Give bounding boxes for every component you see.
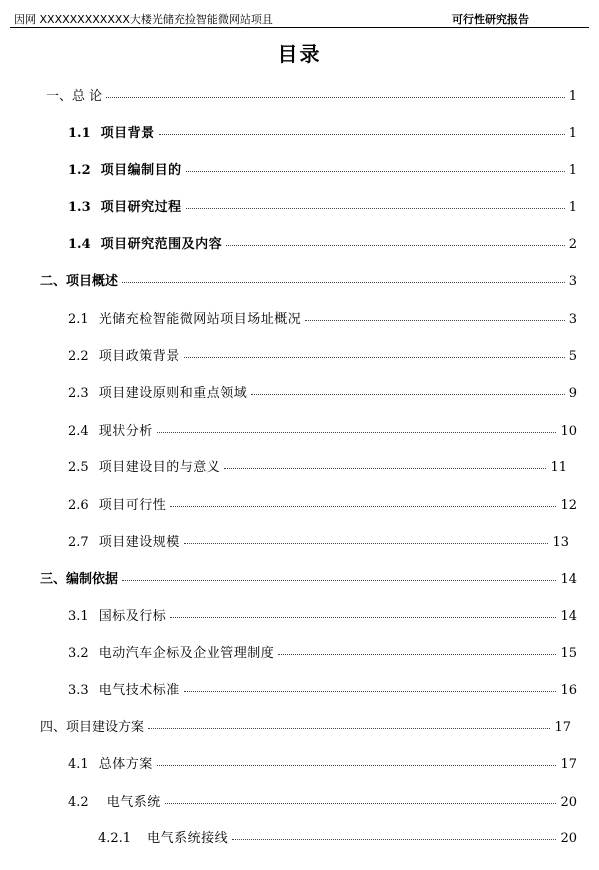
toc-entry-label: 国标及行标 (98, 609, 167, 624)
toc-leader-dots (186, 195, 565, 209)
toc-entry-label: 项目可行性 (98, 498, 167, 513)
toc-entry-number: 3.1 (68, 609, 89, 624)
toc-entry-number: 一、总 论 (46, 89, 103, 104)
toc-entry-number: 2.2 (68, 349, 89, 364)
toc-leader-dots (148, 715, 550, 729)
toc-entry-label: 项目建设原则和重点领域 (98, 386, 248, 401)
toc-entry-page: 16 (560, 683, 577, 698)
toc-entry-1-2[interactable] (68, 160, 577, 180)
toc-entry-3-1[interactable] (68, 606, 577, 626)
toc-entry-label: 光储充检智能微网站项目场址概况 (98, 312, 302, 327)
toc-entry-3-2[interactable] (68, 643, 577, 663)
toc-entry-label: 项目政策背景 (98, 349, 180, 364)
toc-entry-label: 电气系统接线 (147, 831, 229, 846)
toc-leader-dots (278, 641, 556, 655)
toc-entry-1[interactable] (46, 86, 577, 106)
toc-entry-1-4[interactable] (68, 234, 577, 254)
toc-entry-label: 项目编制目的 (100, 163, 182, 178)
toc-entry-page: 1 (568, 126, 577, 141)
toc-entry-page: 15 (560, 646, 577, 661)
toc-entry-label: 项目建设规模 (98, 535, 180, 550)
toc-entry-label: 项目背景 (100, 126, 155, 141)
toc-entry-page: 5 (568, 349, 577, 364)
toc-entry-2-3[interactable] (68, 383, 577, 403)
toc-entry-2-2[interactable] (68, 346, 577, 366)
toc-leader-dots (184, 678, 557, 692)
toc-entry-2-4[interactable] (68, 421, 577, 441)
toc-entry-label: 总体方案 (98, 757, 153, 772)
toc-entry-4-2-1[interactable] (98, 828, 577, 848)
toc-leader-dots (170, 493, 556, 507)
toc-entry-label: 现状分析 (98, 424, 153, 439)
toc-entry-1-1[interactable] (68, 123, 577, 143)
toc-leader-dots (184, 530, 549, 544)
toc-leader-dots (251, 381, 565, 395)
toc-entry-page: 9 (568, 386, 577, 401)
toc-entry-number: 4.1 (68, 757, 89, 772)
toc-entry-2-1[interactable] (68, 309, 577, 329)
toc-entry-label: 电动汽车企标及企业管理制度 (98, 646, 275, 661)
toc-leader-dots (165, 790, 557, 804)
toc-entry-number: 1.2 (68, 163, 91, 178)
toc-leader-dots (122, 269, 565, 283)
header-project-name: 因网 XXXXXXXXXXXX大楼光储充捡智能微网站项且 (14, 13, 273, 26)
toc-leader-dots (226, 232, 565, 246)
toc-entry-3-3[interactable] (68, 680, 577, 700)
toc-entry-label: 项目研究范围及内容 (100, 237, 223, 252)
toc-entry-label: 电气系统 (106, 795, 161, 810)
toc-leader-dots (232, 826, 556, 840)
toc-entry-number: 3.3 (68, 683, 89, 698)
toc-entry-number: 2.3 (68, 386, 89, 401)
toc-entry-number: 4.2.1 (98, 831, 132, 846)
toc-leader-dots (184, 344, 565, 358)
toc-entry-number: 3.2 (68, 646, 89, 661)
toc-entry-page: 1 (568, 200, 577, 215)
toc-entry-2[interactable] (40, 271, 577, 291)
toc-entry-2-7[interactable] (68, 532, 569, 552)
toc-entry-page: 2 (568, 237, 577, 252)
toc-entry-page: 14 (560, 609, 577, 624)
toc-entry-number: 1.3 (68, 200, 91, 215)
toc-entry-page: 20 (560, 795, 577, 810)
toc-entry-number: 2.1 (68, 312, 89, 327)
toc-entry-page: 14 (560, 572, 577, 587)
toc-entry-number: 2.7 (68, 535, 89, 550)
toc-entry-page: 13 (552, 535, 569, 550)
toc-entry-4-2[interactable] (68, 792, 577, 812)
toc-leader-dots (224, 455, 546, 469)
toc-leader-dots (157, 752, 557, 766)
toc-entry-page: 17 (560, 757, 577, 772)
toc-entry-number: 1.4 (68, 237, 91, 252)
toc-leader-dots (305, 307, 565, 321)
toc-entry-label: 项目研究过程 (100, 200, 182, 215)
toc-entry-number: 1.1 (68, 126, 91, 141)
toc-entry-page: 11 (550, 460, 567, 475)
toc-entry-page: 12 (560, 498, 577, 513)
toc-leader-dots (106, 84, 565, 98)
toc-entry-2-6[interactable] (68, 495, 577, 515)
toc-entry-number: 二、项目概述 (40, 274, 119, 289)
toc-entry-number: 四、项目建设方案 (40, 720, 145, 735)
toc-entry-page: 3 (568, 274, 577, 289)
toc-leader-dots (186, 158, 565, 172)
toc-entry-number: 2.5 (68, 460, 89, 475)
toc-entry-1-3[interactable] (68, 197, 577, 217)
toc-entry-number: 2.6 (68, 498, 89, 513)
toc-entry-2-5[interactable] (68, 457, 567, 477)
header-divider (10, 27, 589, 28)
toc-entry-3[interactable] (40, 569, 577, 589)
toc-leader-dots (170, 604, 556, 618)
toc-entry-page: 10 (560, 424, 577, 439)
toc-entry-page: 1 (568, 163, 577, 178)
toc-entry-number: 4.2 (68, 795, 89, 810)
toc-leader-dots (159, 121, 565, 135)
toc-entry-4[interactable] (40, 717, 571, 737)
toc-entry-number: 2.4 (68, 424, 89, 439)
header-report-type: 可行性研究报告 (452, 13, 529, 26)
toc-leader-dots (157, 419, 557, 433)
toc-entry-label: 项目建设目的与意义 (98, 460, 221, 475)
toc-leader-dots (122, 567, 556, 581)
toc-entry-page: 17 (554, 720, 571, 735)
page-title: 目录 (277, 42, 322, 66)
toc-entry-page: 1 (568, 89, 577, 104)
toc-entry-page: 20 (560, 831, 577, 846)
toc-entry-4-1[interactable] (68, 754, 577, 774)
toc-entry-label: 电气技术标准 (98, 683, 180, 698)
toc-entry-number: 三、编制依据 (40, 572, 119, 587)
toc-entry-page: 3 (568, 312, 577, 327)
